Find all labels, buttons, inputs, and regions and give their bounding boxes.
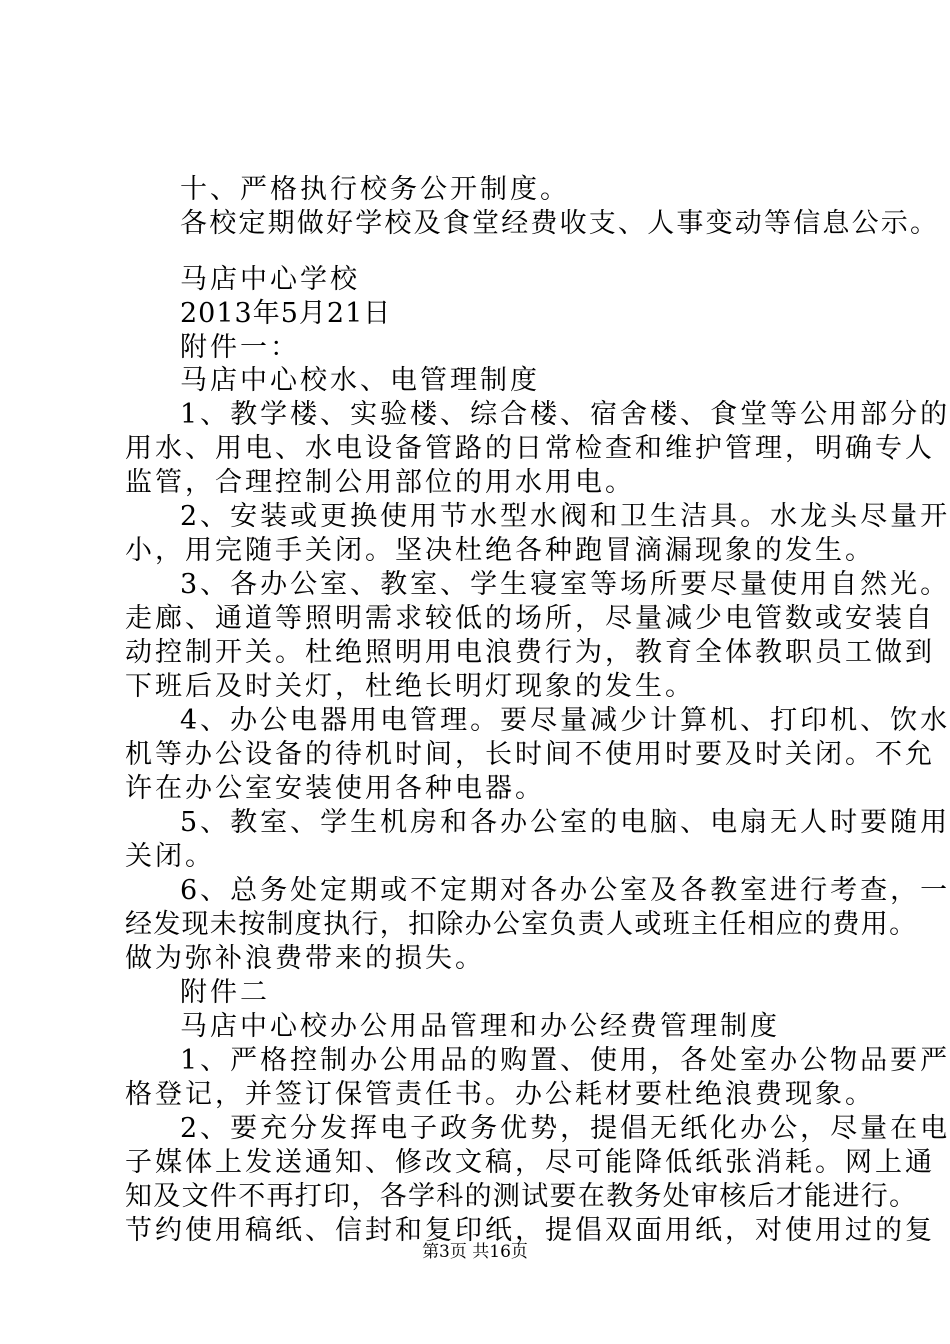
- paragraph-line: 监管，合理控制公用部位的用水用电。: [125, 467, 635, 498]
- paragraph-line: 机等办公设备的待机时间，长时间不使用时要及时关闭。不允: [125, 739, 935, 770]
- paragraph-line: 1、严格控制办公用品的购置、使用，各处室办公物品要严: [180, 1045, 950, 1076]
- paragraph-line: 2、安装或更换使用节水型水阀和卫生洁具。水龙头尽量开: [180, 501, 950, 532]
- paragraph-line: 下班后及时关灯，杜绝长明灯现象的发生。: [125, 671, 695, 702]
- paragraph-line: 格登记，并签订保管责任书。办公耗材要杜绝浪费现象。: [125, 1079, 875, 1110]
- paragraph-line: 许在办公室安装使用各种电器。: [125, 773, 545, 804]
- paragraph-line: 5、教室、学生机房和各办公室的电脑、电扇无人时要随用: [180, 807, 950, 838]
- attachment-one-label: 附件一：: [180, 332, 300, 363]
- paragraph-line: 关闭。: [125, 841, 215, 872]
- paragraph-line: 1、教学楼、实验楼、综合楼、宿舍楼、食堂等公用部分的: [180, 399, 950, 430]
- paragraph-line: 4、办公电器用电管理。要尽量减少计算机、打印机、饮水: [180, 705, 950, 736]
- paragraph-line: 走廊、通道等照明需求较低的场所，尽量减少电管数或安装自: [125, 603, 935, 634]
- heading-ten: 十、严格执行校务公开制度。: [180, 174, 570, 205]
- page-footer: 第3页 共16页: [422, 1242, 528, 1262]
- attachment-two-label: 附件二: [180, 977, 270, 1008]
- paragraph-line: 子媒体上发送通知、修改文稿，尽可能降低纸张消耗。网上通: [125, 1147, 935, 1178]
- paragraph-line: 用水、用电、水电设备管路的日常检查和维护管理，明确专人: [125, 433, 935, 464]
- paragraph-line: 节约使用稿纸、信封和复印纸，提倡双面用纸，对使用过的复: [125, 1215, 935, 1246]
- paragraph-line: 经发现未按制度执行，扣除办公室负责人或班主任相应的费用。: [125, 909, 918, 940]
- paragraph-line: 6、总务处定期或不定期对各办公室及各教室进行考查，一: [180, 875, 950, 906]
- attachment-two-title: 马店中心校办公用品管理和办公经费管理制度: [180, 1011, 780, 1042]
- attachment-one-title: 马店中心校水、电管理制度: [180, 365, 540, 396]
- paragraph-line: 各校定期做好学校及食堂经费收支、人事变动等信息公示。: [180, 208, 940, 239]
- paragraph-line: 知及文件不再打印，各学科的测试要在教务处审核后才能进行。: [125, 1181, 918, 1212]
- paragraph-line: 3、各办公室、教室、学生寝室等场所要尽量使用自然光。: [180, 569, 950, 600]
- paragraph-line: 小，用完随手关闭。坚决杜绝各种跑冒滴漏现象的发生。: [125, 535, 875, 566]
- date-line: 2013年5月21日: [180, 298, 392, 329]
- paragraph-line: 动控制开关。杜绝照明用电浪费行为，教育全体教职员工做到: [125, 637, 935, 668]
- paragraph-line: 做为弥补浪费带来的损失。: [125, 943, 485, 974]
- school-name: 马店中心学校: [180, 264, 360, 295]
- paragraph-line: 2、要充分发挥电子政务优势，提倡无纸化办公，尽量在电: [180, 1113, 950, 1144]
